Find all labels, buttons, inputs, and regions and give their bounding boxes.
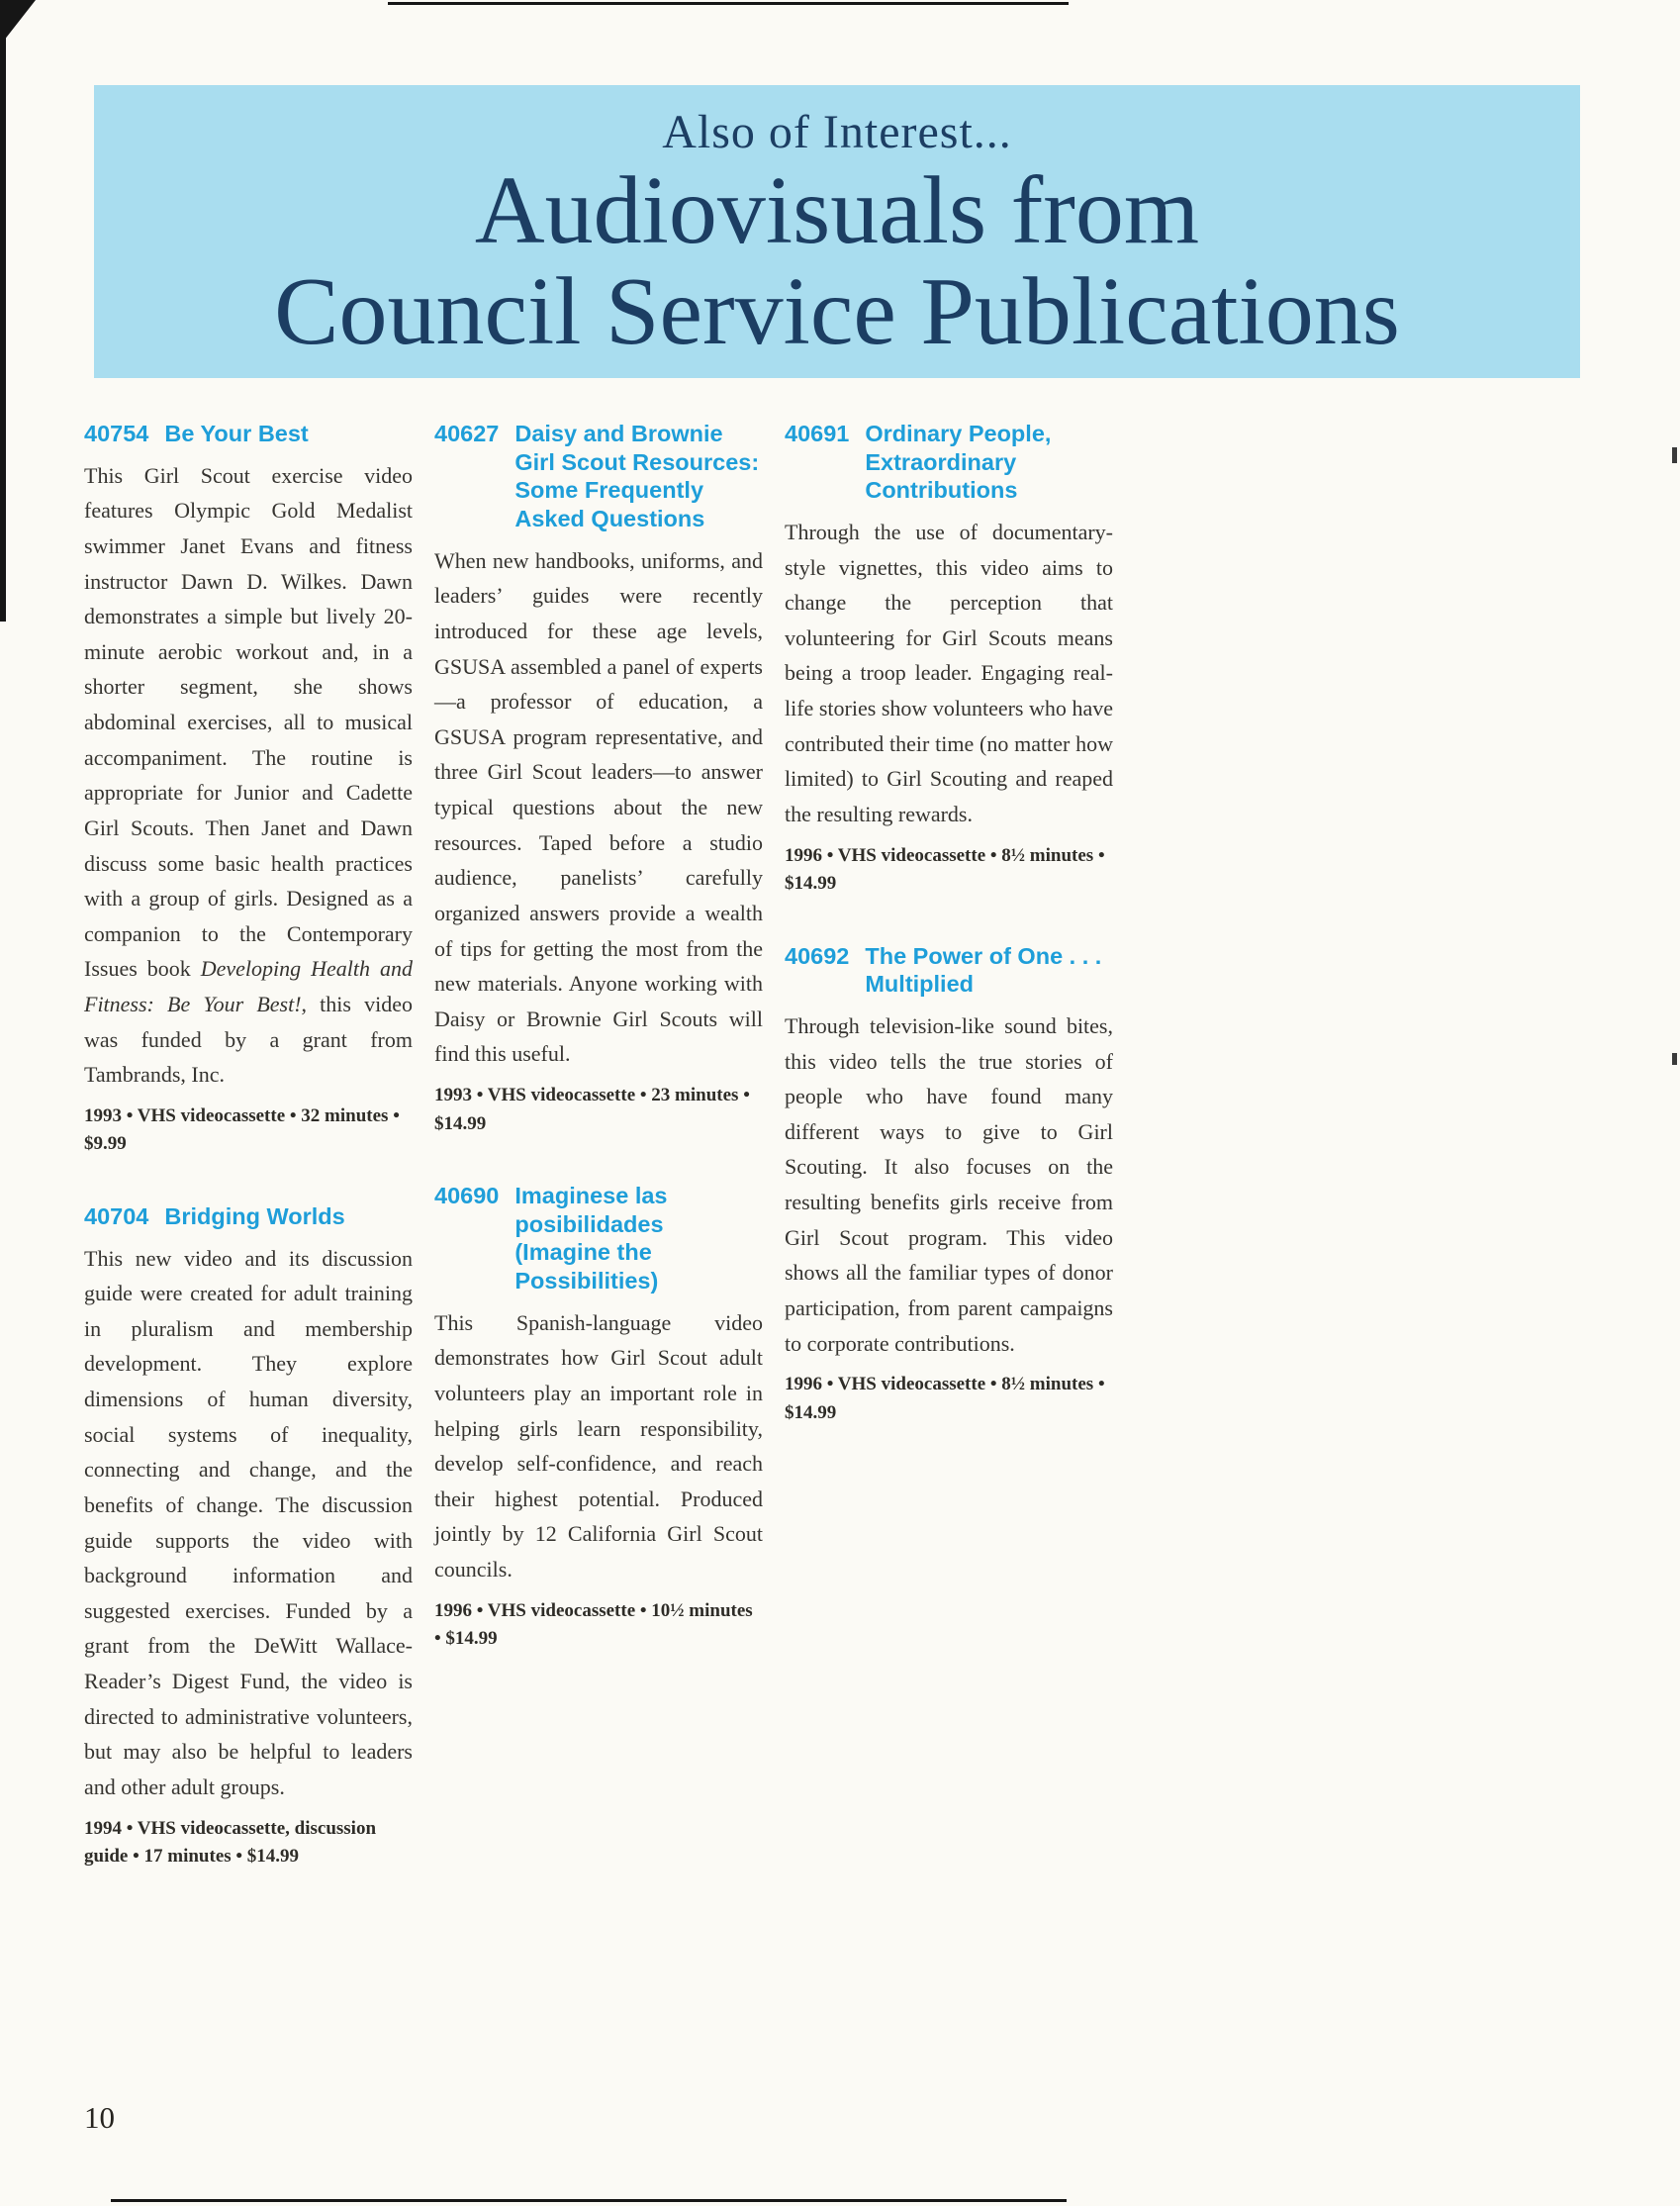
scan-artifact bbox=[0, 0, 36, 46]
entry-description: Through the use of documentary-style vignettes, this video aims to change the perception that volunteering for Girl Scouts means being a troop leader. Engaging real-life stories show volunteers who have contributed their time (no matter how limited) to Girl Scouting and reaped the resulting rewards. bbox=[785, 519, 1113, 826]
entry-title: Daisy and Brownie Girl Scout Resources: Some Frequently Asked Questions bbox=[514, 421, 760, 531]
banner-title-line2: Council Service Publications bbox=[274, 257, 1400, 365]
entry-code: 40692 bbox=[785, 942, 850, 969]
entry-code: 40704 bbox=[84, 1202, 149, 1229]
entry-code: 40754 bbox=[84, 421, 149, 446]
catalog-entry bbox=[434, 1182, 763, 1654]
catalog-entry bbox=[84, 1202, 413, 1871]
entry-description: This new video and its discussion guide were created for adult training in pluralism and membership development. They explore dimensions of human diversity, social systems of inequality, connecting and change, and the benefits of change. The discussion guide supports the video with background information and suggested exercises. Funded by a grant from the DeWitt Wallace-Reader’s Digest Fund, the video is directed to administrative volunteers, but may also be helpful to leaders and other adult groups. bbox=[84, 1245, 413, 1799]
entry-title: Imaginese las posibilidades (Imagine the Possibilities) bbox=[514, 1183, 668, 1294]
entry-title: The Power of One . . . Multiplied bbox=[865, 942, 1102, 998]
catalog-entry bbox=[785, 942, 1113, 1428]
entry-description: Through television-like sound bites, this video tells the true stories of people who have found many different ways to give to Girl Scouting. It also focuses on the resulting benefits girls receive from Girl Scout program. This video shows all the familiar types of donor participation, from parent campaigns to corporate contributions. bbox=[785, 1012, 1113, 1356]
entry-heading bbox=[785, 942, 1113, 999]
entry-heading bbox=[434, 1182, 763, 1295]
catalog-entry bbox=[785, 420, 1113, 899]
entry-meta: 1996 • VHS videocassette • 8½ minutes • $14.99 bbox=[785, 1374, 1105, 1423]
column-2 bbox=[434, 420, 763, 1915]
catalog-entry bbox=[434, 420, 763, 1138]
entry-meta: 1994 • VHS videocassette, discussion guide • 17 minutes • $14.99 bbox=[84, 1817, 377, 1868]
entry-title: Bridging Worlds bbox=[164, 1202, 345, 1229]
scan-artifact bbox=[388, 2, 1069, 5]
entry-heading bbox=[434, 420, 763, 533]
banner bbox=[94, 85, 1580, 378]
page-number: 10 bbox=[84, 2100, 115, 2135]
catalog-entry bbox=[84, 420, 413, 1159]
entry-heading bbox=[84, 420, 413, 448]
entry-title: Be Your Best bbox=[164, 421, 309, 446]
scan-artifact bbox=[1672, 1053, 1677, 1065]
column-3 bbox=[785, 420, 1113, 1915]
catalog-columns bbox=[84, 420, 1113, 1915]
entry-description: This Spanish-language video demonstrates how Girl Scout adult volunteers play an important role in helping girls learn responsibility, develop self-confidence, and reach their highest potential. Produced jointly by 12 California Girl Scout councils. bbox=[434, 1309, 763, 1582]
entry-title: Ordinary People, Extraordinary Contributions bbox=[865, 421, 1052, 504]
entry-meta: 1993 • VHS videocassette • 32 minutes • $9.99 bbox=[84, 1104, 400, 1155]
entry-meta: 1996 • VHS videocassette • 10½ minutes • $14.99 bbox=[434, 1599, 753, 1650]
entry-code: 40691 bbox=[785, 421, 850, 446]
scan-artifact bbox=[0, 0, 6, 622]
entry-heading bbox=[84, 1202, 413, 1231]
entry-description: This Girl Scout exercise video features Olympic Gold Medalist swimmer Janet Evans and fitness instructor Dawn D. Wilkes. Dawn demonstrates a simple but lively 20-minute aerobic workout and, in a shorter segment, she shows abdominal exercises, all to musical accompaniment. The routine is appropriate for Junior and Cadette Girl Scouts. Then Janet and Dawn discuss some basic health practices with a group of girls. Designed as a companion to the Contemporary Issues book Developing Health and Fitness: Be Your Best!, this video was funded by a grant from Tambrands, Inc. bbox=[84, 462, 414, 1088]
entry-code: 40627 bbox=[434, 421, 500, 446]
banner-title-line1: Audiovisuals from bbox=[474, 157, 1200, 264]
entry-meta: 1996 • VHS videocassette • 8½ minutes • $14.99 bbox=[785, 844, 1105, 895]
scan-artifact bbox=[111, 2199, 1067, 2202]
entry-description: When new handbooks, uniforms, and leaders’ guides were recently introduced for these age levels, GSUSA assembled a panel of experts—a professor of education, a GSUSA program representative, and three Girl Scout leaders—to answer typical questions about the new resources. Taped before a studio audience, panelists’ carefully organized answers provide a wealth of tips for getting the most from the new materials. Anyone working with Daisy or Brownie Girl Scouts will find this useful. bbox=[434, 547, 763, 1067]
scan-artifact bbox=[1672, 447, 1677, 463]
entry-heading bbox=[785, 420, 1113, 505]
entry-code: 40690 bbox=[434, 1183, 500, 1208]
column-1 bbox=[84, 420, 413, 1915]
banner-kicker: Also of Interest... bbox=[662, 106, 1012, 158]
entry-meta: 1993 • VHS videocassette • 23 minutes • $14.99 bbox=[434, 1085, 750, 1134]
